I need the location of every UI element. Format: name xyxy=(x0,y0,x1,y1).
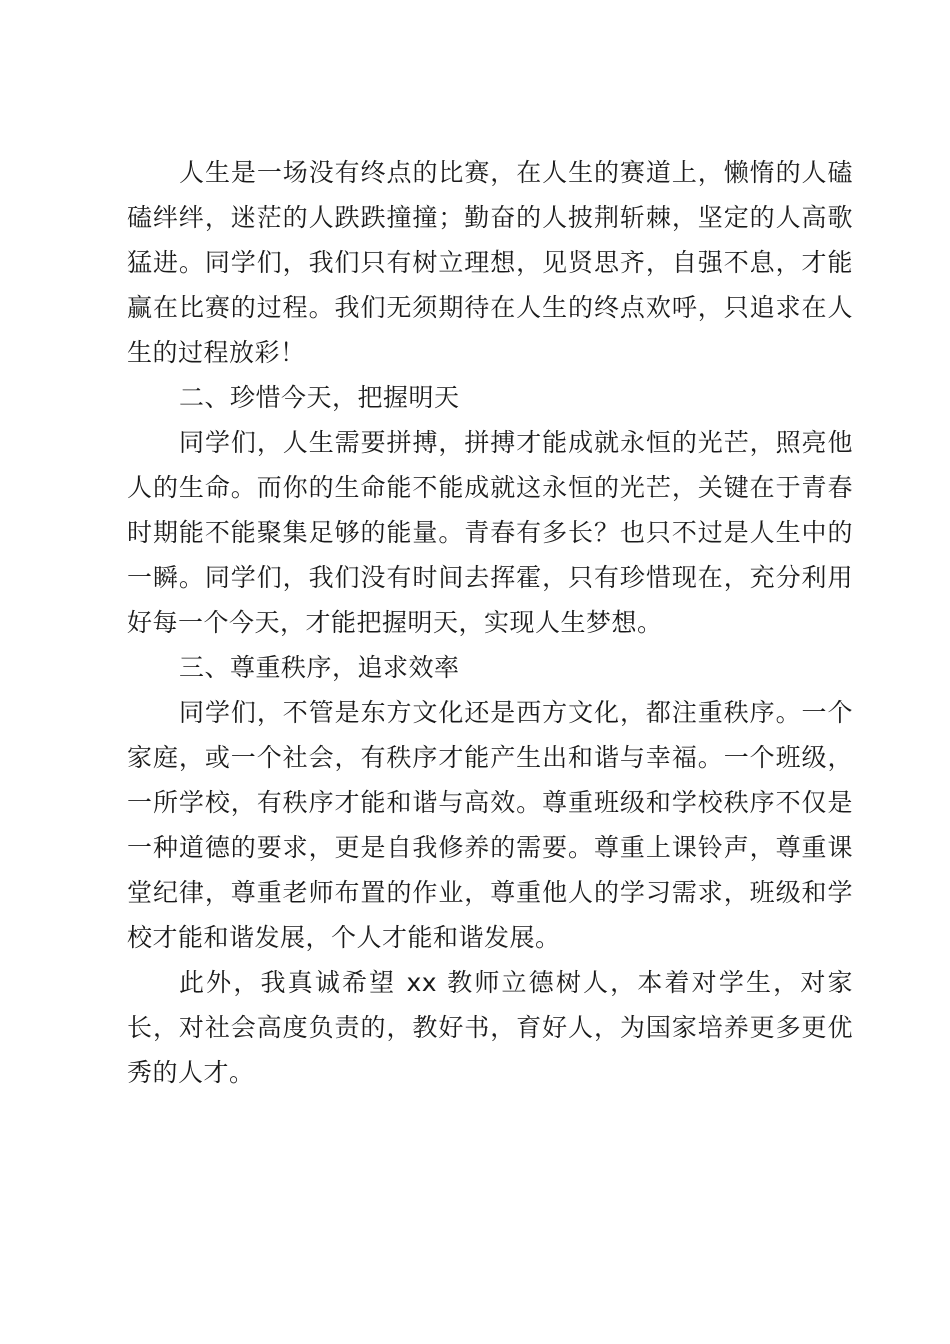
document-body xyxy=(127,150,853,1095)
paragraph-teacher-wish: 此外，我真诚希望 xx 教师立德树人，本着对学生，对家长，对社会高度负责的，教好书，育好人，为国家培养更多更优秀的人才。 xyxy=(127,968,853,1087)
section-heading-cherish-today: 二、珍惜今天，把握明天 xyxy=(179,383,460,412)
paragraph-life-race: 人生是一场没有终点的比赛，在人生的赛道上，懒惰的人磕磕绊绊，迷茫的人跌跌撞撞；勤奋的人披荆斩棘，坚定的人高歌猛进。同学们，我们只有树立理想，见贤思齐，自强不息，才能赢在比赛的过程。我们无须期待在人生的终点欢呼，只追求在人生的过程放彩！ xyxy=(127,158,853,367)
section-heading-respect-order: 三、尊重秩序，追求效率 xyxy=(179,653,460,682)
paragraph-cherish-today: 同学们，人生需要拼搏，拼搏才能成就永恒的光芒，照亮他人的生命。而你的生命能不能成就这永恒的光芒，关键在于青春时期能不能聚集足够的能量。青春有多长？也只不过是人生中的一瞬。同学们，我们没有时间去挥霍，只有珍惜现在，充分利用好每一个今天，才能把握明天，实现人生梦想。 xyxy=(127,428,853,637)
paragraph-respect-order: 同学们，不管是东方文化还是西方文化，都注重秩序。一个家庭，或一个社会，有秩序才能产生出和谐与幸福。一个班级，一所学校，有秩序才能和谐与高效。尊重班级和学校秩序不仅是一种道德的要求，更是自我修养的需要。尊重上课铃声，尊重课堂纪律，尊重老师布置的作业，尊重他人的学习需求，班级和学校才能和谐发展，个人才能和谐发展。 xyxy=(127,698,853,952)
